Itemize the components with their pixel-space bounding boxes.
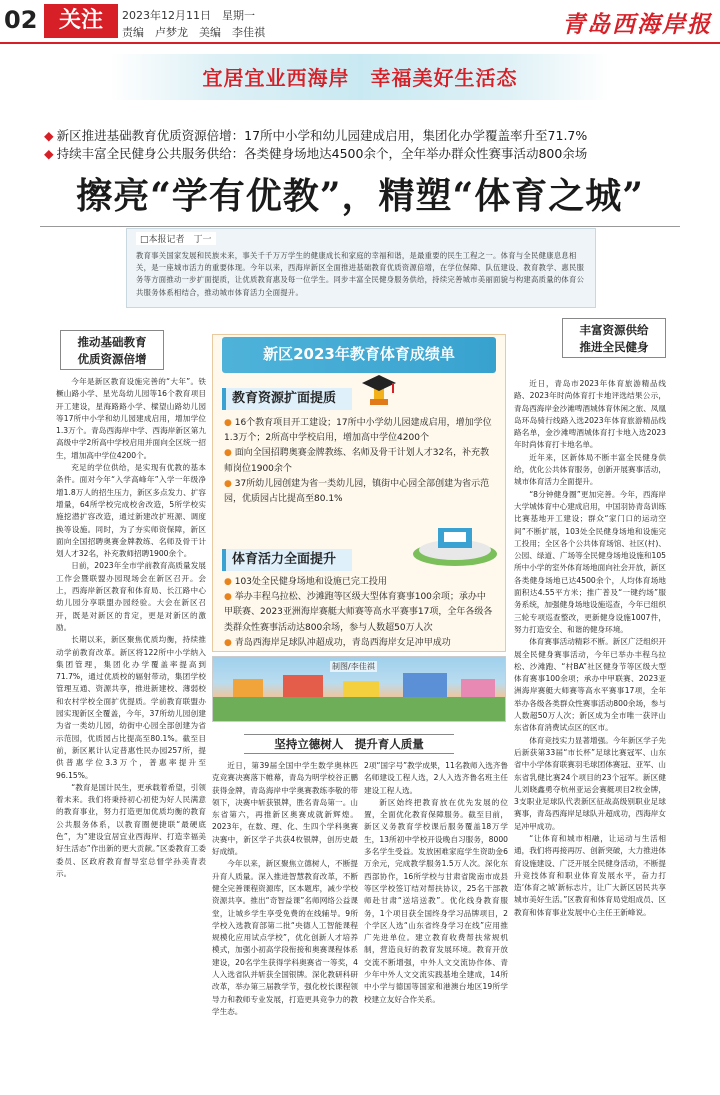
staff-line: 责编 卢梦龙 美编 李佳祺 — [122, 26, 265, 39]
paragraph: “教育是国计民生，更承载着希望，引领着未来。我们将秉持初心初使为好人民满意的教育事业，努力打造更加优质均衡的教育公共服务体系，以教育圈便捷联“最硬底色”，为“建设宜居宜业西海岸、打造幸福美好生活态”作出新的更大贡献。”区委教育工委委员、区政府教育督导室总督学孙美青表示。 — [56, 782, 206, 878]
headline-rule — [40, 226, 680, 227]
main-headline: 擦亮“学有优教”，精塑“体育之城” — [76, 175, 644, 217]
right-title-line2: 推进全民健身 — [579, 340, 649, 354]
bullet-icon: ● — [224, 418, 235, 428]
left-column-title — [60, 330, 164, 370]
masthead — [0, 0, 720, 44]
paragraph: 近年来，区新体局不断丰富全民健身供给，优化公共体育服务，创新开展赛事活动，城市体育活力全面提升。 — [514, 452, 666, 487]
paragraph: 长期以来，新区聚焦优质均衡，持续推动学前教育改革。新区将122所中小学纳入集团管理，集团化办学覆盖率提高到71.7%，通过优质校的辐射带动，集团学校管理互通、资源共享，推进新建校、薄弱校和农村学校全面扩优提质。学前教育联盟办园实现新区全覆盖，今年，37所幼儿园创建为省一类幼儿园，幼街中心园全部创建为省示范园，优质园占比提高至80.1%。截至目前，新区累计认定普惠性民办园257所，提供普惠学位3.3万个，普惠率提升至96.15%。 — [56, 635, 206, 780]
bullet-icon: ● — [224, 637, 235, 648]
subheadline-1 — [44, 126, 587, 144]
stadium-illustration-icon — [410, 520, 500, 568]
paragraph: “让体育和城市相融，让运动与生活相通，我们将再接再厉、创新突破，大力推进体育设施建设、广泛开展全民健身活动，不断提升竞技体育和职业体育发展水平，奋力打造‘体育之城’新标志片，让广大新区居民共享城市美好生活。”区教育和体育局党组成员、区教育和体育事业发展中心主任王新峰说。 — [514, 833, 667, 917]
list-item-text: 面向全国招聘奥赛金牌教练、名师及骨干计划人才32名，补充教师岗位1900余个 — [224, 448, 490, 474]
theme-banner — [110, 54, 610, 100]
graduation-cap-icon — [360, 369, 398, 409]
paragraph: 新区始终把教育放在优先发展的位置，全面优化教育保障服务。截至目前，新区义务教育学校课后服务覆盖18万学生，13所初中学校开设晚自习服务，8000多名学生受益。发放困难家庭学生资助金6万余元，完成教学服务1.5万人次。深化东西部协作，16所学校与甘肃省陇南市成县等区学校签订结对帮扶协议，25名干部教师赴甘肃“送培送教”。优化线身教育服务，1个项目获全国终身学习品牌项目，2个学区人选“山东省终身学习在线”应用推广先进单位。建立教育收费帮扶常规机制，营造良好的教育发展环境。教育开放交流不断增强，中外人文交流协作体、青少年中外人文交流实践基地全建成，14所中小学与德国等国家和港澳台地区19所学校建立友好合作关系。 — [364, 797, 508, 1004]
paragraph: 今年是新区教育设施完善的“大年”。铁橛山路小学、星光岛幼儿园等16个教育项目开工建设，星海路路小学、樑望山路幼儿园等17所中小学和幼儿园建成启用，增加学位1.3万个。青岛西海岸中学、西海岸新区第九高级中学2所高中学校启用并面向全区统一招生，增加高中学位4200个。 — [56, 377, 206, 460]
middle-article-title: 坚持立德树人 提升育人质量 — [244, 734, 454, 754]
paragraph: 近日，青岛市2023年体育旅游精品线路、2023年时尚体育打卡地评选结果公示，青岛西海岸金沙滩啤酒城体育休闲之旅、凤凰岛环岛骑行线路入选2023年体育旅游精品线路名单，金沙滩啤酒城体育打卡地入选2023年时尚体育打卡地名单。 — [514, 379, 666, 450]
list-item-text: 青岛西海岸足球队冲超成功，青岛西海岸女足冲甲成功 — [234, 637, 451, 648]
list-item — [224, 416, 494, 446]
list-item-text: 103处全民健身场地和设施已完工投用 — [234, 577, 387, 587]
sports-list — [224, 575, 494, 651]
left-title-line1: 推动基础教育 — [77, 335, 147, 349]
section-sports-label: 体育活力全面提升 — [222, 549, 352, 571]
paragraph: 2项“国字号”教学成果，11名教师入选齐鲁名师建设工程人选，2人入选齐鲁名班主任建设工程人选。 — [364, 761, 508, 795]
list-item-text: 37所幼儿园创建为省一类幼儿园，镇街中心园全部创建为省示范园，优质园占比提高至80.1% — [224, 478, 490, 505]
list-item — [224, 575, 494, 590]
date-line: 2023年12月11日 星期一 — [122, 9, 255, 22]
photo-caption: 制图/李佳祺 — [332, 662, 375, 671]
subheadline-2 — [44, 144, 587, 162]
list-item-text: 举办丰程乌拉松、沙滩跑等区级大型体育赛事100余项；承办中甲联赛、2023亚洲海岸赛艇大师赛等高水平赛事17项，全年各级各类群众性赛事活动达800余场，参与人数超50万人次 — [224, 592, 493, 633]
list-item — [224, 446, 494, 476]
diamond-icon: ◆ — [44, 146, 54, 161]
list-item — [224, 590, 494, 636]
banner-text: 宜居宜业西海岸 幸福美好生活态 — [202, 66, 518, 90]
right-column-body — [514, 378, 666, 919]
paragraph: 体育竞技实力显著增强。今年新区学子先后新获第33届“市长杯”足球比赛冠军、山东省中小学体育联赛羽毛球团体赛冠、亚军、山东省乳健比赛24个项目的23个冠军。新区健儿刘晓鑫勇夺杭州亚运会赛艇项目2枚金牌，3支职业足球队代表新区征战高级别职业足球赛事，青岛西海岸足球队升超成功，西海岸女足冲甲成功。 — [514, 735, 666, 831]
bullet-icon: ● — [224, 592, 235, 603]
list-item-text: 16个教育项目开工建设；17所中小学幼儿园建成启用，增加学位1.3万个；2所高中学校启用，增加高中学位4200个 — [224, 418, 492, 444]
panel-title: 新区2023年教育体育成绩单 — [263, 345, 455, 363]
bullet-icon: ● — [224, 478, 235, 489]
byline: □本报记者 丁一 — [136, 232, 216, 245]
list-item — [224, 636, 494, 651]
middle-column-1 — [212, 760, 358, 1018]
page-number: 02 — [4, 6, 38, 34]
paragraph: 充足的学位供给，是实现有优教的基本条件。面对今年“入学高峰年”入学一年级净增1.8万人的招生压力，新区多点发力、扩容增量，64所学校完成校舍改造，5所学校实施挖潜扩容改造，通过新建改扩班源、调度换等设施。同时，为了夯实师资保障，新区面向全国招聘奥赛金牌教练、名师及骨干计划人才32名，补充教师招聘1900余个。 — [56, 463, 206, 559]
paragraph: 体育赛事活动精彩不断。新区广泛组织开展全民健身赛事活动，今年已举办丰程乌拉松、沙滩跑、“村BA”社区健身节等区级大型体育赛事100余项；承办中甲联赛、2023亚洲海岸赛艇大师赛等高水平赛事17项，全年举办各级各类群众性赛事活动800余场，参与人数超50万人次；新区成为全市唯一获评山东省体育消费试点区的区市。 — [514, 637, 666, 733]
paragraph: 今年以来，新区聚焦立德树人，不断提升育人质量。深入推进智慧教育改革，不断健全完善课程资源库，区本题库，减少学校资源共享。推出“奇智益课”名师网络公益课堂，让城乡学生享受免费的在线辅导。9所学校入选教育部第二批“央德人工智能课程规模化应用试点学校”，优化创新人才培养模式，加强小初高学段衔接和奥赛课程体系建设，20名学生获得学科奥赛省一等奖，4人入选省队并斩获全国银牌。深化教研科研改革，举办第三届教学节，强化校长课程领导力和教师专业发展，打造更具竞争力的教学生态。 — [212, 859, 358, 1016]
section-education-label: 教育资源扩面提质 — [222, 388, 352, 410]
bullet-icon: ● — [224, 577, 235, 587]
subheadline-1-text: 新区推进基础教育优质资源倍增：17所中小学和幼儿园建成启用，集团化办学覆盖率升至71.7% — [56, 128, 588, 143]
newspaper-logo: 青岛西海岸报 — [562, 11, 712, 38]
paragraph: “8分钟健身圈”更加完善。今年，西海岸大学城体育中心建成启用，中国羽协青岛训练比赛基地开工建设；群众“家门口的运动空间”不断扩展，103处全民健身场地和设施完工投用；全区各个公共体育场馆、社区(村)、公园、绿道、广场等全民健身场地设施和105所中小学的室外体育场地面向社会开放，新区各类健身场地已达4500余个，人均体育场地面积达4.55平方米；推广普及“一键约场”服务系统，加强健身场地设施巡查，今年已组织三轮专项巡查整改，更新健身设施1007件，努力打造安全、和谐的健身环境。 — [514, 489, 666, 634]
right-column-title — [562, 318, 666, 358]
diamond-icon: ◆ — [44, 128, 54, 143]
list-item — [224, 477, 494, 507]
paragraph: 近日，第39届全国中学生数学奥林匹克竞赛决赛落下帷幕，青岛为明学校谷正鹏获得金牌，青岛海岸中学奥赛教练李敬的带领下，决赛中斩获银牌，胜名青岛第一。山东省第六，再推新区奥赛成就新辉煌。2023年，在数、理、化、生四个学科奥赛决赛中，新区学子共获4枚银牌，创历史最好成绩。 — [212, 761, 358, 857]
intro-text: 教育事关国家发展和民族未来，事关千千万万学生的健康成长和家庭的幸福和谐，是最重要的民生工程之一。体育与全民健康息息相关，是一座城市活力的重要体现。今年以来，西海岸新区全面推进基础教育优质资源倍增，在学位保障、队伍建设、教育教学、惠民服务等方面推动一步扩面提质，让优质教育惠及每一位学生。同步丰富全民健身服务供给，持续完善城市美丽面貌与构建高质量的体育公共服务体系相结合，推动城市体育活力全面提升。 — [136, 251, 585, 297]
right-title-line1: 丰富资源供给 — [579, 323, 649, 337]
middle-column-2 — [364, 760, 508, 1006]
left-title-line2: 优质资源倍增 — [77, 352, 147, 366]
paragraph: 日前，2023年全市学前教育高质量发展工作会暨联盟办园现场会在新区召开。会上，西海岸新区教育和体育局、长江路中心幼儿园分享联盟办园经验。大会在新区召开，既是对新区的肯定，更是对新区的激励。 — [56, 561, 206, 632]
left-column-body — [56, 376, 206, 880]
education-list — [224, 416, 494, 507]
section-label: 关注 — [44, 4, 118, 38]
subheadline-2-text: 持续丰富全民健身公共服务供给：各类健身场地达4500余个，全年举办群众性赛事活动800余场 — [56, 146, 588, 161]
bullet-icon: ● — [224, 448, 235, 459]
